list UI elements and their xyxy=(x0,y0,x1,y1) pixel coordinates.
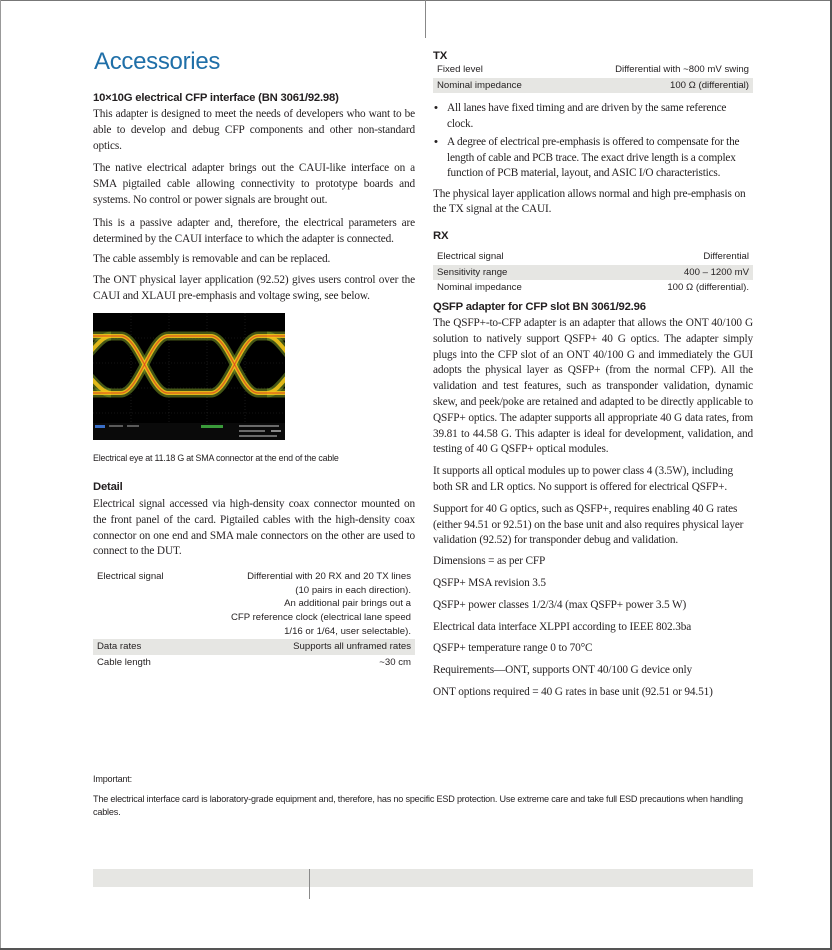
qsfp-spec-list xyxy=(433,554,753,701)
rx-heading: RX xyxy=(433,230,449,243)
page-title: Accessories xyxy=(94,48,221,75)
qsfp-paragraph-2: It supports all optical modules up to power class 4 (3.5W), including both SR and LR optics. No support is offered for electrical QSFP+. xyxy=(433,465,733,494)
page-border-left xyxy=(0,0,1,950)
detail-paragraph: Electrical signal accessed via high-density coax connector mounted on the front panel of the card. Pigtailed cables with the high-density coax connector on one end and SMA male connectors on the other are used to connect to the DUT. xyxy=(93,498,415,558)
detail-heading: Detail xyxy=(93,481,123,493)
qsfp-spec-line: Dimensions = as per CFP xyxy=(433,555,546,568)
page-border-top xyxy=(0,0,832,1)
cfp-paragraph-1: This adapter is designed to meet the needs of developers who want to be able to develop and debug CFP components and other non-standard optics. xyxy=(93,108,415,152)
spec-label: Electrical signal xyxy=(437,251,504,263)
spec-value: Differential xyxy=(703,251,749,263)
spec-label: Fixed level xyxy=(437,64,483,75)
detail-section xyxy=(93,481,415,670)
column-fold-mark xyxy=(425,0,426,38)
tx-paragraph: The physical layer application allows normal and high pre-emphasis on the TX signal at the CAUI. xyxy=(433,187,746,216)
important-text: The electrical interface card is laboratory-grade equipment and, therefore, has no specific ESD protection. Use extreme care and take full ESD precautions when handling cables. xyxy=(93,794,743,817)
important-label: Important: xyxy=(93,774,132,784)
spec-value: Differential with ~800 mV swing xyxy=(615,64,749,75)
electrical-eye-figure xyxy=(93,313,285,440)
qsfp-spec-line: Electrical data interface XLPPI according to IEEE 802.3ba xyxy=(433,620,692,633)
spec-row-electrical-signal xyxy=(93,569,415,639)
cfp-paragraph-2: The native electrical adapter brings out the CAUI-like interface on a SMA pigtailed cable allowing connectivity to prototype boards and systems. No control or power signals are brought out. xyxy=(93,162,415,206)
spec-value: Supports all unframed rates xyxy=(185,639,416,655)
spec-value-line: (10 pairs in each direction). xyxy=(295,584,411,596)
tx-spec-table xyxy=(433,62,753,93)
qsfp-spec-line: QSFP+ temperature range 0 to 70°C xyxy=(433,642,593,655)
spec-value-line: 1/16 or 1/64, user selectable). xyxy=(284,625,411,637)
spec-row-cable-length xyxy=(93,655,415,671)
cfp-paragraph-4: The cable assembly is removable and can be replaced. xyxy=(93,253,331,266)
tx-bullet: • A degree of electrical pre-emphasis is offered to compensate for the length of cable and PCB trace. The exact drive length is a complex function of PCB material, layout, and ASIC I/O characteristics. xyxy=(433,135,753,182)
spec-label: Nominal impedance xyxy=(433,78,560,94)
detail-spec-table xyxy=(93,569,415,670)
spec-value: 400 – 1200 mV xyxy=(596,265,753,281)
right-column xyxy=(433,50,753,701)
spec-value: ~30 cm xyxy=(379,656,411,668)
qsfp-heading: QSFP adapter for CFP slot BN 3061/92.96 xyxy=(433,301,646,314)
cfp-paragraph-5: The ONT physical layer application (92.52) gives users control over the CAUI and XLAUI pre-emphasis and voltage swing, see below. xyxy=(93,274,415,302)
qsfp-paragraph-1: The QSFP+-to-CFP adapter is an adapter that allows the ONT 40/100 G solution to natively support QSFP+ 40 G optics. The adapter simply plugs into the CFP slot of an ONT 40/100 G and immediately the GUI adopts the physical layer as QSFP+ (from the normal CFP). All the validation and test features, such as transponder validation, dynamic skew, and peek/poke are retained and adapted to be directly applicable to QSFP+ optics. The adapter supports all appropriate 40 G data rates, from 39.81 to 44.58 G. This adapter is ideal for development, validation, and testing of 40 G QSFP+ optical modules. xyxy=(433,317,753,456)
spec-label: Data rates xyxy=(93,639,185,655)
spec-label: Sensitivity range xyxy=(433,265,596,281)
left-column xyxy=(93,90,415,305)
spec-value-line: Differential with 20 RX and 20 TX lines xyxy=(247,571,411,583)
spec-value xyxy=(185,569,416,639)
cfp-interface-heading: 10×10G electrical CFP interface (BN 3061/92.98) xyxy=(93,92,339,104)
rx-row-signal xyxy=(433,249,753,265)
eye-figure-caption: Electrical eye at 11.18 G at SMA connector at the end of the cable xyxy=(93,453,339,463)
tx-heading: TX xyxy=(433,50,448,62)
important-note xyxy=(93,773,753,818)
spec-label: Electrical signal xyxy=(97,571,164,583)
qsfp-spec-line: Requirements—ONT, supports ONT 40/100 G device only xyxy=(433,664,692,677)
footer-bar xyxy=(93,869,753,887)
rx-row-impedance xyxy=(433,280,753,296)
eye-diagram-graphic xyxy=(93,313,285,440)
qsfp-paragraph-3: Support for 40 G optics, such as QSFP+, requires enabling 40 G rates (either 94.51 or 92.51) on the base unit and also requires physical layer validation (92.52) for transponder debug and validation. xyxy=(433,502,744,547)
qsfp-spec-line: QSFP+ MSA revision 3.5 xyxy=(433,577,546,590)
rx-spec-table xyxy=(433,249,753,296)
tx-row-fixed-level xyxy=(433,62,753,78)
rx-row-sensitivity xyxy=(433,265,753,281)
qsfp-spec-line: ONT options required = 40 G rates in base unit (92.51 or 94.51) xyxy=(433,686,713,698)
footer-fold-mark xyxy=(309,869,310,899)
spec-label: Cable length xyxy=(97,656,151,668)
spec-row-data-rates xyxy=(93,639,415,655)
tx-bullet: • All lanes have fixed timing and are driven by the same reference clock. xyxy=(433,101,753,132)
spec-value: 100 Ω (differential) xyxy=(560,78,754,94)
tx-row-impedance xyxy=(433,78,753,94)
qsfp-spec-line: QSFP+ power classes 1/2/3/4 (max QSFP+ power 3.5 W) xyxy=(433,598,687,611)
tx-bullet-list xyxy=(433,101,753,182)
spec-label: Nominal impedance xyxy=(437,282,522,294)
spec-value: 100 Ω (differential). xyxy=(667,282,749,294)
spec-value-line: CFP reference clock (electrical lane speed xyxy=(230,611,411,623)
cfp-paragraph-3: This is a passive adapter and, therefore, the electrical parameters are determined by the CAUI interface to which the adapter is connected. xyxy=(93,216,415,245)
spec-value-line: An additional pair brings out a xyxy=(284,598,411,610)
